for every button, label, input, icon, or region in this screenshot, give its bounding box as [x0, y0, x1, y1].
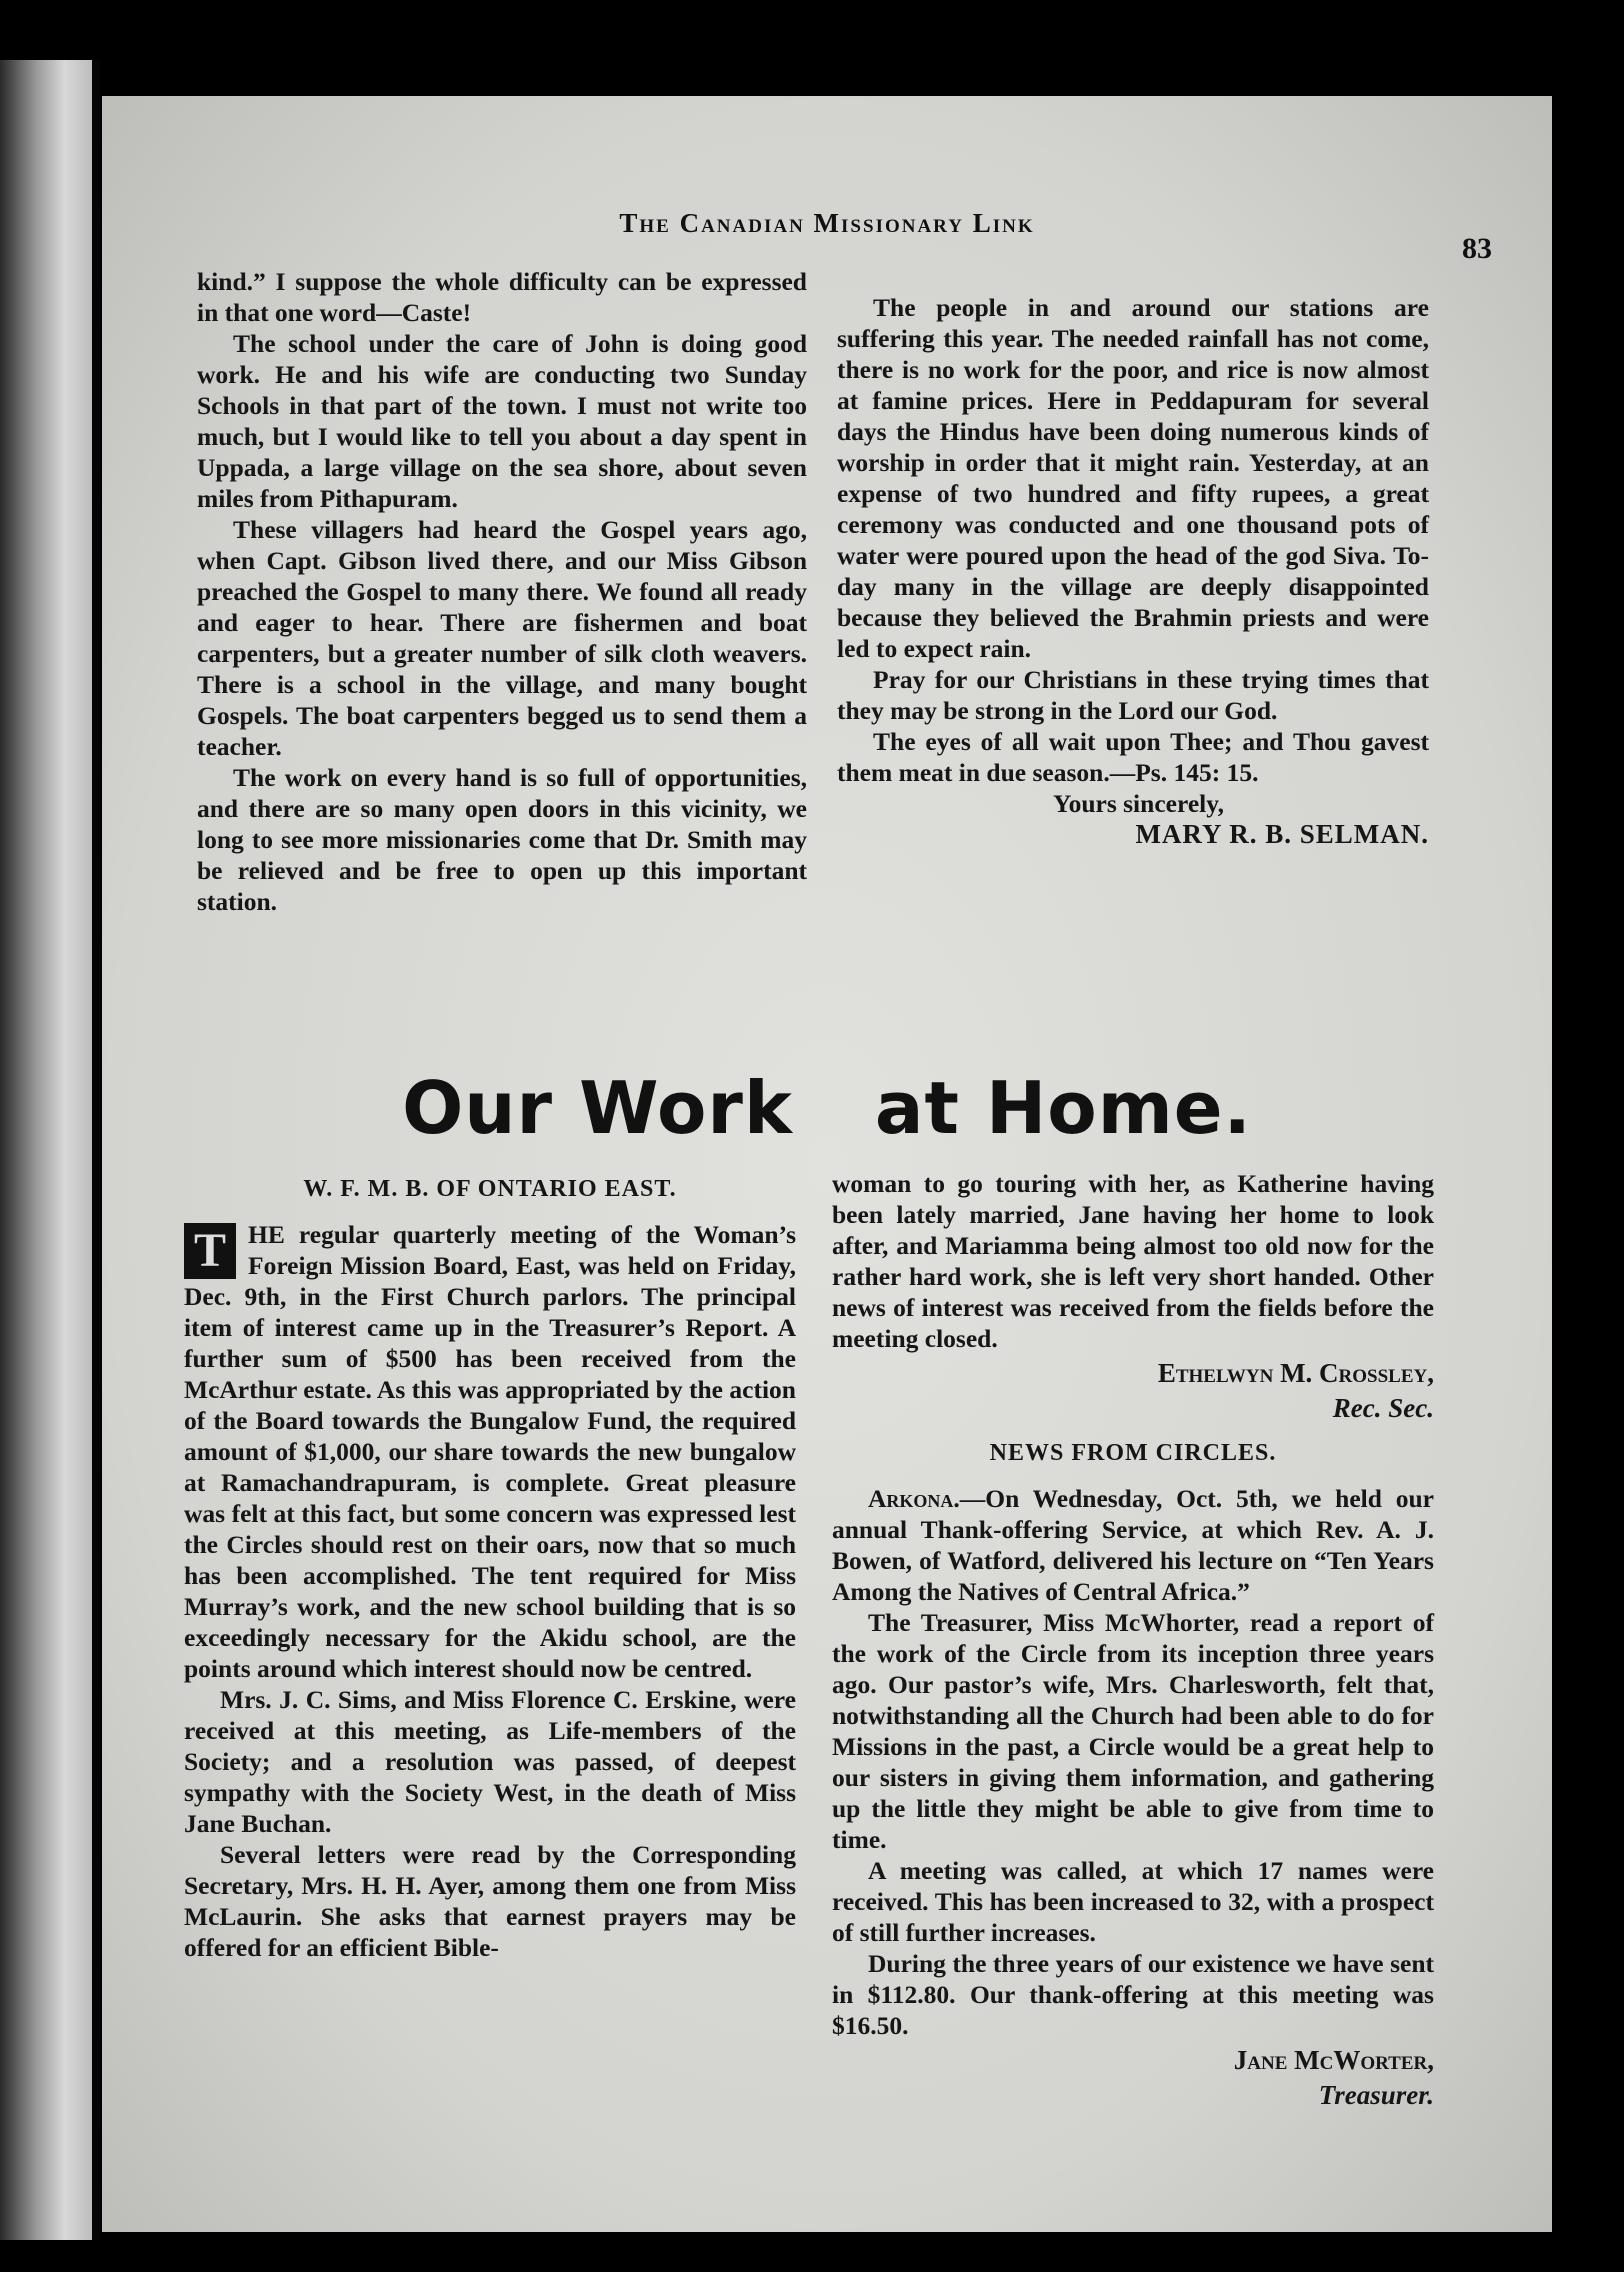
- paragraph: The people in and around our stations are suffering this year. The needed rainfall has not come, there is no work for the poor, and rice is now almost at famine prices. Here in Peddapuram for several days the Hindus have been doing numerous kinds of worship in order that it might rain. Yesterday, at an expense of two hundred and fifty rupees, a great ceremony was conducted and one thousand pots of water were poured upon the head of the god Siva. To-day many in the village are deeply disappointed because they believed the Brahmin priests and were led to expect rain.: [837, 293, 1429, 663]
- banner-word-right: at Home.: [874, 1066, 1252, 1150]
- bottom-right-column: [832, 1168, 1434, 2111]
- page-number: 83: [1462, 232, 1492, 265]
- paragraph: [832, 1483, 1434, 1607]
- paragraph: The Treasurer, Miss McWhorter, read a report of the work of the Circle from its inception three years ago. Our pastor’s wife, Mrs. Charlesworth, felt that, notwithstanding all the Church had been able to do for Missions in the past, a Circle would be a great help to our sisters in giving them information, and gathering up the little they might be able to give from time to time.: [832, 1608, 1434, 1854]
- section-subhead: W. F. M. B. OF ONTARIO EAST.: [303, 1176, 677, 1202]
- paragraph: During the three years of our existence we have sent in $112.80. Our thank-offering at this meeting was $16.50.: [832, 1949, 1434, 2040]
- paragraph: The school under the care of John is doing good work. He and his wife are conducting two Sunday Schools in that part of the town. I must not write too much, but I would like to tell you about a day spent in Uppada, a large village on the sea shore, about seven miles from Pithapuram.: [197, 329, 807, 513]
- section-banner: [102, 1066, 1552, 1150]
- paragraph: The work on every hand is so full of opportunities, and there are so many open doors in this vicinity, we long to see more missionaries come that Dr. Smith may be relieved and be free to open up this important station.: [197, 763, 807, 916]
- closing-line: Yours sincerely,: [1053, 789, 1224, 818]
- running-head: [102, 208, 1552, 239]
- paragraph: A meeting was called, at which 17 names were received. This has been increased to 32, with a prospect of still further increases.: [832, 1856, 1434, 1947]
- paragraph: Several letters were read by the Corresponding Secretary, Mrs. H. H. Ayer, among them one from Miss McLaurin. She asks that earnest prayers may be offered for an efficient Bible-: [184, 1840, 796, 1962]
- signature-name: Jane McWorter,: [1233, 2045, 1434, 2075]
- running-title: The Canadian Missionary Link: [619, 208, 1035, 238]
- top-left-column: [197, 266, 807, 917]
- signature-title: Rec. Sec.: [1332, 1393, 1434, 1423]
- paragraph: kind.” I suppose the whole difficulty can be expressed in that one word—Caste!: [197, 267, 807, 327]
- place-name: Arkona.: [868, 1484, 960, 1513]
- paragraph: Pray for our Christians in these trying times that they may be strong in the Lord our God.: [837, 665, 1429, 725]
- banner-word-left: Our Work: [402, 1066, 793, 1150]
- left-page-edge: [0, 60, 100, 2240]
- paragraph-text: HE regular quarterly meeting of the Woman’s Foreign Mission Board, East, was held on Friday, Dec. 9th, in the First Church parlors. The principal item of interest came up in the Treasurer’s Report. A further sum of $500 has been received from the McArthur estate. As this was appropriated by the action of the Board towards the Bungalow Fund, the required amount of $1,000, our share towards the new bungalow at Ramachandrapuram, is complete. Great pleasure was felt at this fact, but some concern was expressed lest the Circles should rest on their oars, now that so much has been accomplished. The tent required for Miss Murray’s work, and the new school building that is so exceedingly necessary for the Akidu school, are the points around which interest should now be centred.: [184, 1220, 796, 1683]
- signature-name: Ethelwyn M. Crossley,: [1157, 1358, 1434, 1388]
- paragraph: [184, 1219, 796, 1684]
- paragraph: These villagers had heard the Gospel years ago, when Capt. Gibson lived there, and our Miss Gibson preached the Gospel to many there. We found all ready and eager to hear. There are fishermen and boat carpenters, but a greater number of silk cloth weavers. There is a school in the village, and many bought Gospels. The boat carpenters begged us to send them a teacher.: [197, 515, 807, 761]
- section-subhead: NEWS FROM CIRCLES.: [989, 1440, 1277, 1466]
- signature: MARY R. B. SELMAN.: [1135, 819, 1429, 849]
- top-right-column: [837, 292, 1429, 850]
- paragraph: Mrs. J. C. Sims, and Miss Florence C. Erskine, were received at this meeting, as Life-members of the Society; and a resolution was passed, of deepest sympathy with the Society West, in the death of Miss Jane Buchan.: [184, 1685, 796, 1838]
- paragraph: woman to go touring with her, as Katherine having been lately married, Jane having her home to look after, and Mariamma being almost too old now for the rather hard work, she is left very short handed. Other news of interest was received from the fields before the meeting closed.: [832, 1169, 1434, 1353]
- paragraph-text: —On Wednesday, Oct. 5th, we held our annual Thank-offering Service, at which Rev. A. J. Bowen, of Watford, delivered his lecture on “Ten Years Among the Natives of Central Africa.”: [832, 1484, 1434, 1606]
- paragraph: The eyes of all wait upon Thee; and Thou gavest them meat in due season.—Ps. 145: 15.: [837, 727, 1429, 787]
- magazine-page: [102, 96, 1552, 2232]
- bottom-left-column: [184, 1168, 796, 1963]
- drop-cap: T: [184, 1223, 236, 1279]
- signature-title: Treasurer.: [1318, 2080, 1434, 2110]
